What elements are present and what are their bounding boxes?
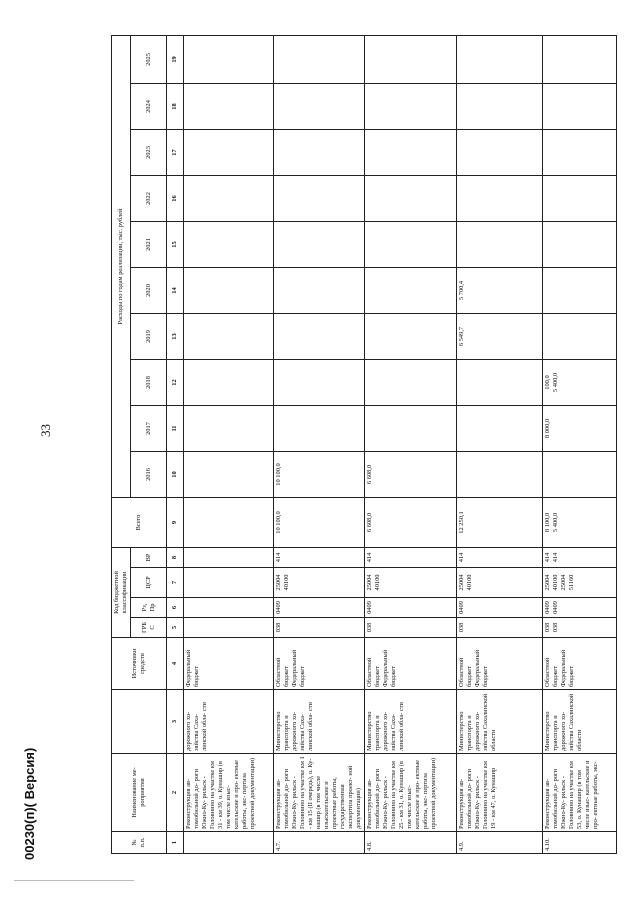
header-kbk-0: ГРБС [131, 618, 167, 638]
cell-name: Реконструкция ав- томобильной до- роги Южно-Ку- рильск - Головнино на участке км 19 - км 47, о. Кунашир [457, 754, 543, 832]
cell-grbs [184, 618, 274, 638]
cell-year-2019 [365, 314, 457, 360]
document-footer: 00230(п)( Версия) [22, 747, 37, 860]
cell-year-2017 [184, 406, 274, 452]
cell-total [184, 498, 274, 548]
cell-rzpr [184, 598, 274, 618]
cell-year-2016 [543, 452, 617, 498]
header-year-2020: 2020 [131, 268, 167, 314]
cell-total: 8 100,0 5 400,0 [543, 498, 617, 548]
cell-num [184, 832, 274, 854]
cell-src: Областной бюджет Федеральный бюджет [274, 638, 365, 690]
column-number: 4 [167, 638, 184, 690]
scan-line [14, 880, 134, 881]
cell-year-2023 [543, 130, 617, 176]
cell-year-2022 [365, 176, 457, 222]
cell-year-2022 [274, 176, 365, 222]
column-number: 15 [167, 222, 184, 268]
cell-year-2017 [274, 406, 365, 452]
cell-vr [184, 548, 274, 568]
cell-csr: 25004 40100 [274, 568, 365, 598]
cell-year-2025 [543, 35, 617, 83]
column-number: 6 [167, 598, 184, 618]
cell-vr: 414 414 [543, 548, 617, 568]
cell-year-2021 [184, 222, 274, 268]
header-year-2021: 2021 [131, 222, 167, 268]
column-number: 7 [167, 568, 184, 598]
cell-name: Реконструкция ав- томобильной до- роги Южно-Ку- рильск - Головнино на участке км 31 - км 39, о. Кунашир (в том числе изыс- кательские и про- ектные работы, экс- пертиза проектной документации) [184, 754, 274, 832]
cell-num: 4.9. [457, 832, 543, 854]
column-number: 11 [167, 406, 184, 452]
cell-csr [184, 568, 274, 598]
column-number: 9 [167, 498, 184, 548]
cell-year-2024 [543, 84, 617, 130]
budget-table-wrapper [111, 36, 599, 854]
header-num: № п.п. [112, 832, 167, 854]
column-number: 13 [167, 314, 184, 360]
cell-num: 4.10. [543, 832, 617, 854]
cell-year-2016 [457, 452, 543, 498]
header-year-2016: 2016 [131, 452, 167, 498]
cell-src: Федеральный бюджет [184, 638, 274, 690]
cell-exec: Министерство транспорта и дорожного хо- зяйства Саха- линской обла- сти [365, 690, 457, 754]
header-year-2025: 2025 [131, 35, 167, 83]
column-number: 2 [167, 754, 184, 832]
cell-rzpr: 0409 0409 [543, 598, 617, 618]
column-number: 17 [167, 130, 184, 176]
cell-year-2016 [184, 452, 274, 498]
column-number: 18 [167, 84, 184, 130]
header-year-2018: 2018 [131, 360, 167, 406]
header-kbk-2: ЦСР [131, 568, 167, 598]
cell-grbs: 038 038 [543, 618, 617, 638]
cell-vr: 414 [274, 548, 365, 568]
cell-year-2022 [543, 176, 617, 222]
cell-year-2020 [184, 268, 274, 314]
cell-year-2024 [457, 84, 543, 130]
cell-grbs: 038 [274, 618, 365, 638]
page-number: 33 [38, 424, 53, 437]
table-row [365, 35, 457, 853]
cell-year-2024 [274, 84, 365, 130]
cell-year-2018 [274, 360, 365, 406]
cell-total: 12 250,1 [457, 498, 543, 548]
header-year-2017: 2017 [131, 406, 167, 452]
cell-grbs: 038 [365, 618, 457, 638]
cell-year-2021 [457, 222, 543, 268]
cell-year-2023 [274, 130, 365, 176]
cell-year-2025 [365, 35, 457, 83]
cell-year-2023 [365, 130, 457, 176]
cell-csr: 25004 40100 [365, 568, 457, 598]
cell-year-2018 [365, 360, 457, 406]
cell-vr: 414 [457, 548, 543, 568]
cell-name: Реконструкция ав- томобильной до- роги Южно-Ку- рильск - Головнино на участке км 53, о. Кунашир (в том числе изыс- кательские и про- ектные работы, экс- [543, 754, 617, 832]
header-total: Всего [112, 498, 167, 548]
header-kbk-1: Рз, Пр [131, 598, 167, 618]
cell-year-2017 [365, 406, 457, 452]
cell-grbs: 038 [457, 618, 543, 638]
cell-csr: 25004 40100 [457, 568, 543, 598]
header-name: Наименование ме- роприятия [112, 754, 167, 832]
cell-year-2024 [184, 84, 274, 130]
cell-year-2016: 10 100,0 [274, 452, 365, 498]
table-row [543, 35, 617, 853]
cell-year-2021 [365, 222, 457, 268]
header-year-2023: 2023 [131, 130, 167, 176]
header-executor [112, 690, 167, 754]
column-number: 14 [167, 268, 184, 314]
cell-rzpr: 0409 [365, 598, 457, 618]
cell-rzpr: 0409 [274, 598, 365, 618]
cell-rzpr: 0409 [457, 598, 543, 618]
cell-year-2021 [274, 222, 365, 268]
budget-table [111, 35, 617, 854]
cell-year-2022 [184, 176, 274, 222]
cell-year-2020 [365, 268, 457, 314]
cell-vr: 414 [365, 548, 457, 568]
column-number: 3 [167, 690, 184, 754]
cell-name: Реконструкция ав- томобильной до- роги Южно-Ку- рильск - Головнино на участке км 1 - км 15 (II очередь), о. Ку- нашир (в том числе изыскательские и проектные работы, государственная экспертиза проект- ной документации) [274, 754, 365, 832]
cell-year-2019 [184, 314, 274, 360]
table-row [184, 35, 274, 853]
header-year-2022: 2022 [131, 176, 167, 222]
cell-year-2017 [457, 406, 543, 452]
cell-year-2023 [457, 130, 543, 176]
table-row [457, 35, 543, 853]
column-number: 8 [167, 548, 184, 568]
cell-year-2022 [457, 176, 543, 222]
column-number: 10 [167, 452, 184, 498]
cell-year-2020 [543, 268, 617, 314]
cell-year-2019 [543, 314, 617, 360]
cell-exec: Министерство транспорта и дорожного хо- зяйства Сахалинской области [457, 690, 543, 754]
cell-src: Областной бюджет Федеральный бюджет [457, 638, 543, 690]
cell-exec: Министерство транспорта и дорожного хо- зяйства Саха- линской обла- сти [274, 690, 365, 754]
column-number: 1 [167, 832, 184, 854]
cell-year-2019: 6 549,7 [457, 314, 543, 360]
cell-year-2020: 5 700,4 [457, 268, 543, 314]
cell-exec: Министерство транспорта и дорожного хо- зяйства Сахалинской области [543, 690, 617, 754]
cell-src: Областной бюджет Федеральный бюджет [365, 638, 457, 690]
cell-src: Областной бюджет Федеральный бюджет [543, 638, 617, 690]
rotated-table-container [111, 36, 599, 854]
cell-num: 4.7. [274, 832, 365, 854]
cell-year-2018 [457, 360, 543, 406]
column-number: 16 [167, 176, 184, 222]
header-years-group: Расходы по годам реализации, тыс. рублей [112, 35, 131, 497]
cell-exec: дорожного хо- зяйства Саха- линской обла- сти [184, 690, 274, 754]
cell-name: Реконструкция ав- томобильной до- роги Южно-Ку- рильск - Головнино на участке км 25 - км 31, о. Кунашир (в том числе изыс- кательские и про- ектные работы, экс- пертиза проектной документации) [365, 754, 457, 832]
header-source: Источники средств [112, 638, 167, 690]
header-kbk-3: ВР [131, 548, 167, 568]
column-number-row [167, 35, 184, 853]
cell-year-2025 [274, 35, 365, 83]
cell-total: 10 100,0 [274, 498, 365, 548]
cell-num: 4.8. [365, 832, 457, 854]
cell-year-2023 [184, 130, 274, 176]
column-number: 12 [167, 360, 184, 406]
cell-year-2017: 8 000,0 [543, 406, 617, 452]
cell-year-2024 [365, 84, 457, 130]
column-number: 5 [167, 618, 184, 638]
cell-year-2018 [184, 360, 274, 406]
cell-year-2025 [184, 35, 274, 83]
header-kbk-group: Код бюджетной классификации [112, 548, 131, 638]
cell-csr: 25004 40100 25004 51160 [543, 568, 617, 598]
table-row [274, 35, 365, 853]
cell-total: 6 608,0 [365, 498, 457, 548]
cell-year-2016: 6 608,0 [365, 452, 457, 498]
cell-year-2021 [543, 222, 617, 268]
cell-year-2018: 100,0 5 400,0 [543, 360, 617, 406]
header-year-2024: 2024 [131, 84, 167, 130]
cell-year-2020 [274, 268, 365, 314]
column-number: 19 [167, 35, 184, 83]
cell-year-2025 [457, 35, 543, 83]
header-year-2019: 2019 [131, 314, 167, 360]
cell-year-2019 [274, 314, 365, 360]
